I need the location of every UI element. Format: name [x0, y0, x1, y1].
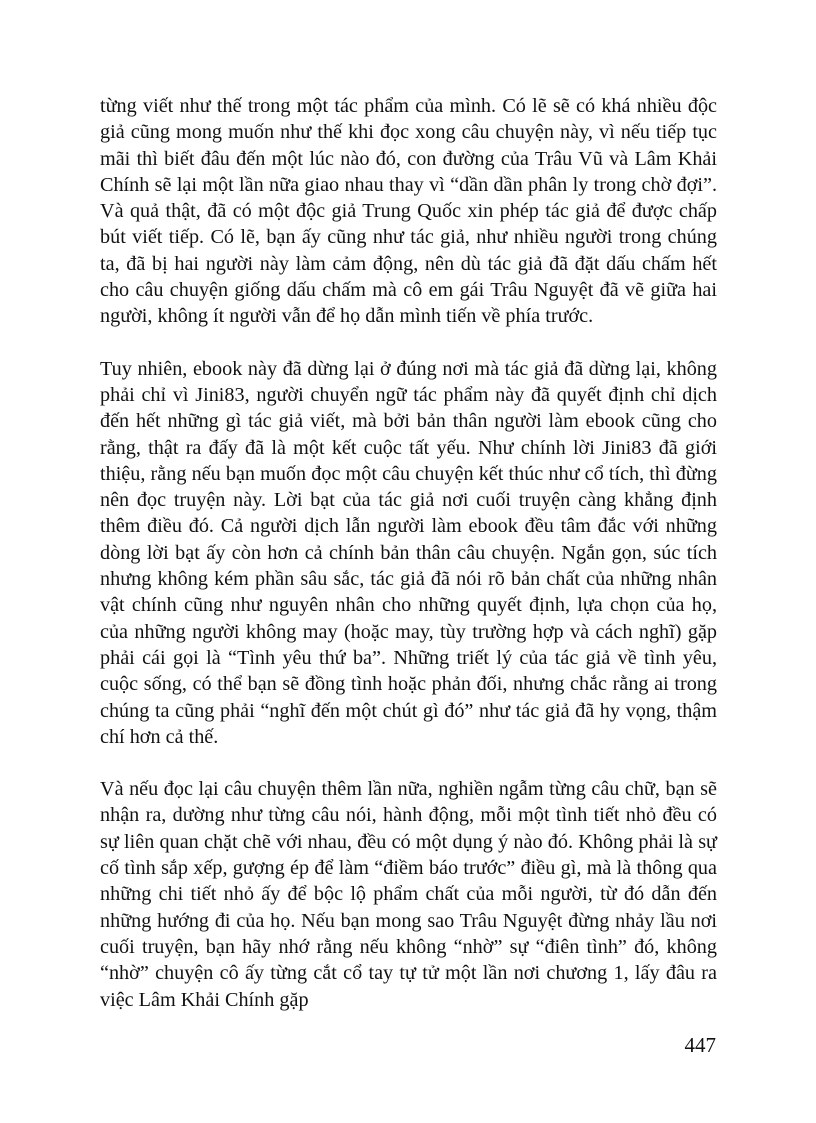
paragraph-1: từng viết như thế trong một tác phẩm của mình. Có lẽ sẽ có khá nhiều độc giả cũng mong muốn như thế khi đọc xong câu chuyện này, vì nếu tiếp tục mãi thì biết đâu đến một lúc nào đó, con đường của Trâu Vũ và Lâm Khải Chính sẽ lại một lần nữa giao nhau thay vì “dần dần phân ly trong chờ đợi”. Và quả thật, đã có một độc giả Trung Quốc xin phép tác giả để được chấp bút viết tiếp. Có lẽ, bạn ấy cũng như tác giả, như nhiều người trong chúng ta, đã bị hai người này làm cảm động, nên dù tác giả đã đặt dấu chấm hết cho câu chuyện giống dấu chấm mà cô em gái Trâu Nguyệt đã vẽ giữa hai người, không ít người vẫn để họ dẫn mình tiến về phía trước.	[100, 95, 717, 328]
paragraph-3: Và nếu đọc lại câu chuyện thêm lần nữa, nghiền ngẫm từng câu chữ, bạn sẽ nhận ra, dường như từng câu nói, hành động, mỗi một tình tiết nhỏ đều có sự liên quan chặt chẽ với nhau, đều có một dụng ý nào đó. Không phải là sự cố tình sắp xếp, gượng ép để làm “điềm báo trước” điều gì, mà là thông qua những chi tiết nhỏ ấy để bộc lộ phẩm chất của mỗi người, từ đó dẫn đến những hướng đi của họ. Nếu bạn mong sao Trâu Nguyệt đừng nhảy lầu nơi cuối truyện, bạn hãy nhớ rằng nếu không “nhờ” sự “điên tình” đó, không “nhờ” chuyện cô ấy từng cắt cổ tay tự tử một lần nơi chương 1, lấy đâu ra việc Lâm Khải Chính gặp	[100, 778, 717, 1011]
page-number: 447	[684, 1033, 716, 1057]
paragraph-2: Tuy nhiên, ebook này đã dừng lại ở đúng nơi mà tác giả đã dừng lại, không phải chỉ vì Jini83, người chuyển ngữ tác phẩm này đã quyết định chỉ dịch đến hết những gì tác giả viết, mà bởi bản thân người làm ebook cũng cho rằng, thật ra đấy đã là một kết cuộc tất yếu. Như chính lời Jini83 đã giới thiệu, rằng nếu bạn muốn đọc một câu chuyện kết thúc như cổ tích, thì đừng nên đọc truyện này. Lời bạt của tác giả nơi cuối truyện càng khẳng định thêm điều đó. Cả người dịch lẫn người làm ebook đều tâm đắc với những dòng lời bạt ấy còn hơn cả chính bản thân câu chuyện. Ngắn gọn, súc tích nhưng không kém phần sâu sắc, tác giả đã nói rõ bản chất của những nhân vật chính cũng như nguyên nhân cho những quyết định, lựa chọn của họ, của những người không may (hoặc may, tùy trường hợp và cách nghĩ) gặp phải cái gọi là “Tình yêu thứ ba”. Những triết lý của tác giả về tình yêu, cuộc sống, có thể bạn sẽ đồng tình hoặc phản đối, nhưng chắc rằng ai trong chúng ta cũng phải “nghĩ đến một chút gì đó” như tác giả đã hy vọng, thậm chí hơn cả thế.	[100, 357, 717, 748]
page-body	[100, 93, 717, 1013]
